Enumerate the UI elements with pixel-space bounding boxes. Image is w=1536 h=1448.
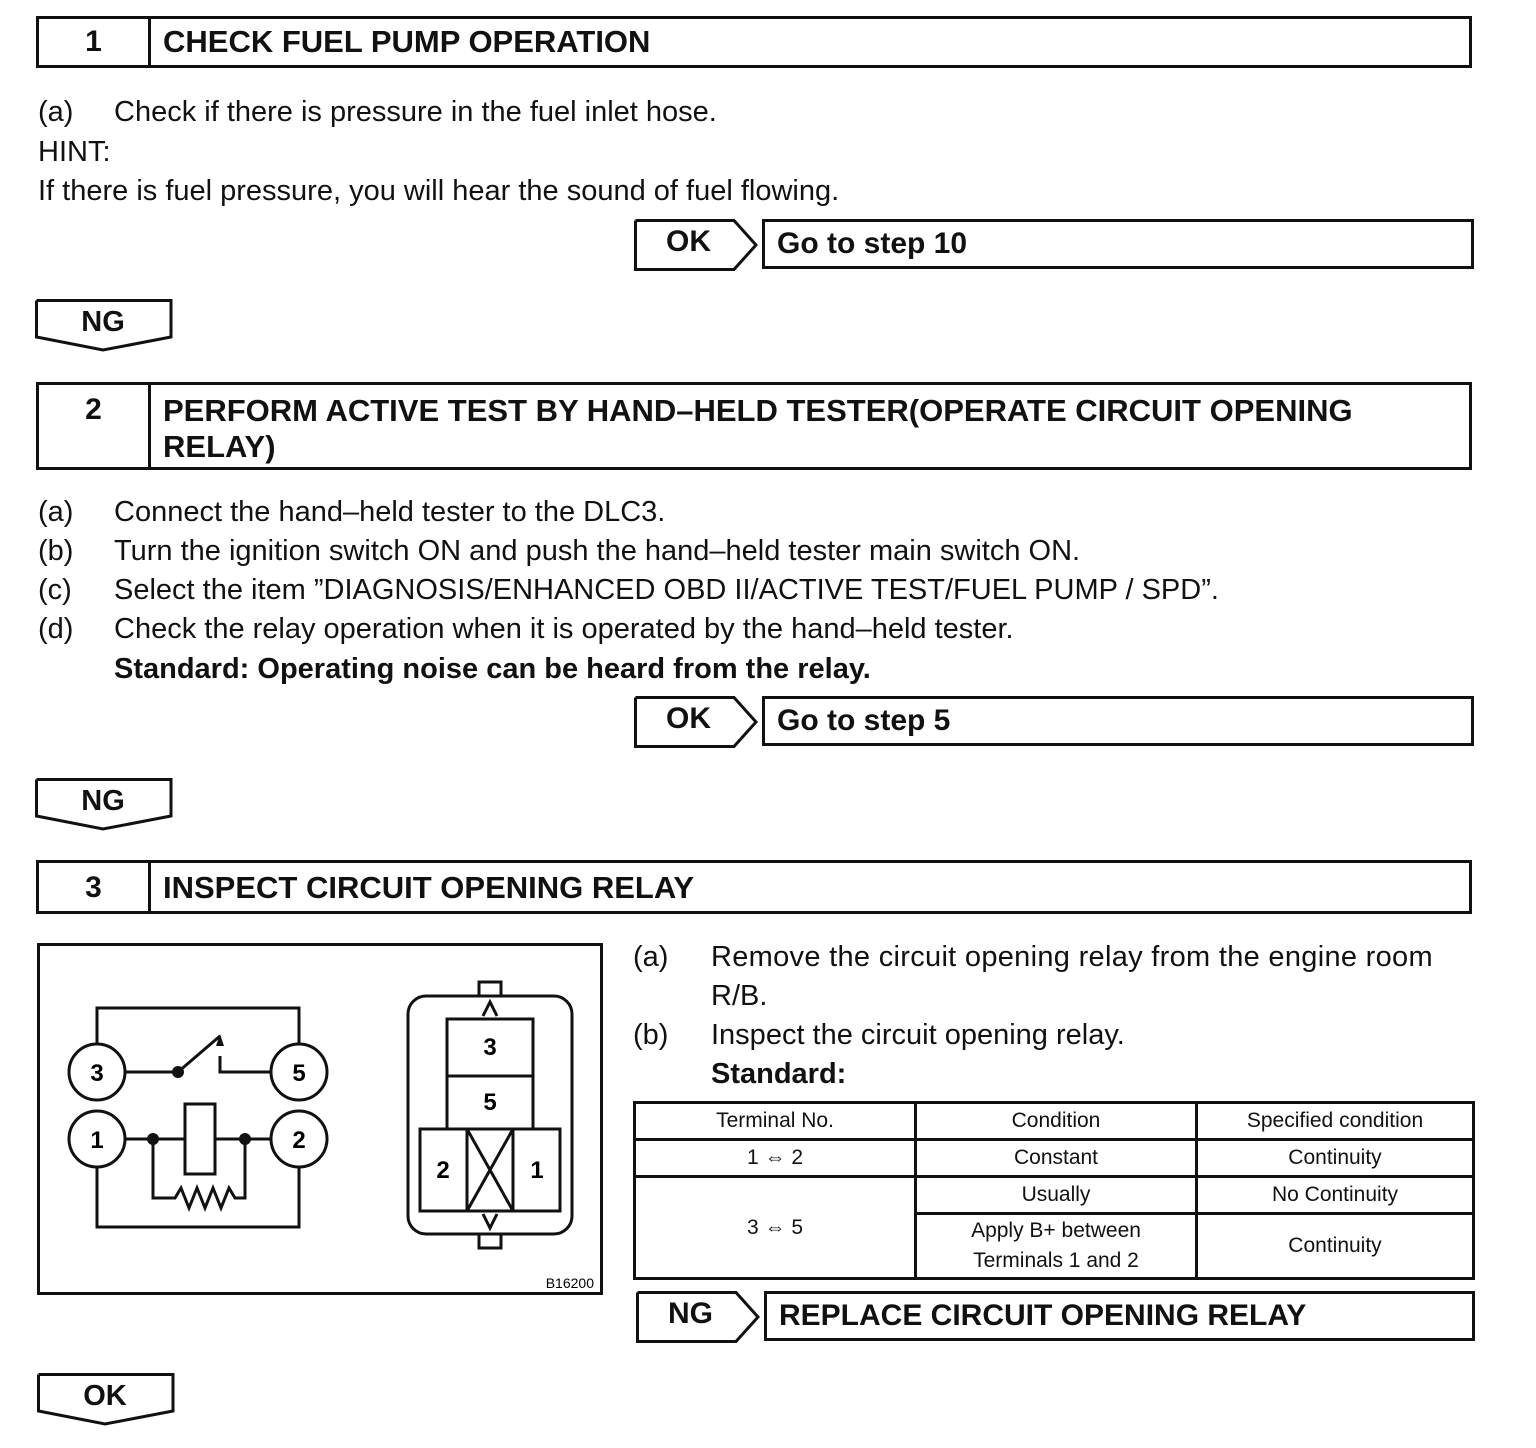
- step-2-ok-target[interactable]: Go to step 5: [762, 696, 1474, 746]
- step-3-header: [36, 860, 1472, 914]
- step-2-title: PERFORM ACTIVE TEST BY HAND–HELD TESTER(OPERATE CIRCUIT OPENING RELAY): [163, 393, 1353, 464]
- step-1-ng-tab[interactable]: [35, 299, 175, 353]
- table-cell-terminal: 3 ⇔ 5: [635, 1177, 916, 1279]
- step-1-hint-text: If there is fuel pressure, you will hear the sound of fuel flowing.: [38, 175, 840, 207]
- table-cell-terminal: 1 ⇔ 2: [635, 1140, 916, 1177]
- relay-diagram-drawing: [40, 946, 600, 1292]
- table-cell-condition: Usually: [916, 1177, 1197, 1214]
- schematic-terminal-5: [271, 1044, 327, 1100]
- step-3-ng-branch[interactable]: [636, 1291, 1476, 1343]
- table-header-specified: Specified condition: [1197, 1103, 1474, 1140]
- connector-terminal-3: 3: [483, 1034, 497, 1061]
- step-2-standard: Standard: Operating noise can be heard from the relay.: [114, 653, 871, 685]
- connector-terminal-2: 2: [436, 1157, 450, 1184]
- table-cell-condition: [916, 1214, 1197, 1279]
- table-row: [635, 1140, 1474, 1177]
- step-3-a-label: (a): [633, 941, 669, 973]
- step-3-ng-target[interactable]: REPLACE CIRCUIT OPENING RELAY: [764, 1291, 1475, 1341]
- step-2-d-label: (d): [38, 613, 74, 645]
- spec-table: [633, 1101, 1475, 1280]
- step-3-b-text: Inspect the circuit opening relay.: [711, 1019, 1125, 1051]
- svg-text:3: 3: [90, 1060, 104, 1087]
- step-3-standard-label: Standard:: [711, 1058, 847, 1090]
- step-1-hint-label: HINT:: [38, 136, 111, 168]
- step-3-ng-label: NG: [668, 1297, 713, 1330]
- step-1-a-label: (a): [38, 96, 74, 128]
- step-2-d-text: Check the relay operation when it is operated by the hand–held tester.: [114, 613, 1014, 645]
- step-2-ok-label: OK: [666, 702, 711, 735]
- step-1-title: CHECK FUEL PUMP OPERATION: [163, 24, 651, 59]
- schematic-terminal-3: [69, 1044, 125, 1100]
- step-1-ng-label: NG: [81, 306, 125, 338]
- step-3-title: INSPECT CIRCUIT OPENING RELAY: [163, 870, 695, 905]
- step-1-ok-branch[interactable]: [634, 219, 1474, 271]
- table-cell-condition: Constant: [916, 1140, 1197, 1177]
- schematic-terminal-2: [271, 1111, 327, 1167]
- schematic-terminal-1: [69, 1111, 125, 1167]
- connector-terminal-1: 1: [530, 1157, 544, 1184]
- svg-text:1: 1: [90, 1127, 104, 1154]
- step-3-ok-tab[interactable]: [37, 1373, 177, 1427]
- svg-text:5: 5: [292, 1060, 306, 1087]
- step-2-a-text: Connect the hand–held tester to the DLC3.: [114, 496, 666, 528]
- svg-text:2: 2: [292, 1127, 306, 1154]
- step-2-c-label: (c): [38, 574, 72, 606]
- step-3-a-text-line1: Remove the circuit opening relay from the engine room: [711, 941, 1433, 973]
- table-header-condition: Condition: [916, 1103, 1197, 1140]
- step-2-ng-tab[interactable]: [35, 778, 175, 832]
- step-2-number: 2: [39, 385, 151, 467]
- step-2-a-label: (a): [38, 496, 74, 528]
- step-2-c-text: Select the item ”DIAGNOSIS/ENHANCED OBD II/ACTIVE TEST/FUEL PUMP / SPD”.: [114, 574, 1219, 606]
- step-1-ok-target[interactable]: Go to step 10: [762, 219, 1474, 269]
- step-2-b-text: Turn the ignition switch ON and push the hand–held tester main switch ON.: [114, 535, 1081, 567]
- table-cell-specified: Continuity: [1197, 1214, 1474, 1279]
- step-2-header: [36, 382, 1472, 470]
- step-2-ok-branch[interactable]: [634, 696, 1474, 748]
- step-1-number: 1: [39, 19, 151, 65]
- table-row: [635, 1177, 1474, 1214]
- step-3-b-label: (b): [633, 1019, 669, 1051]
- step-3-ok-label: OK: [83, 1380, 127, 1412]
- step-3-number: 3: [39, 863, 151, 911]
- step-1-a-text: Check if there is pressure in the fuel inlet hose.: [114, 96, 717, 128]
- step-1-header: [36, 16, 1472, 68]
- step-2-b-label: (b): [38, 535, 74, 567]
- table-cell-condition-text: Apply B+ between Terminals 1 and 2: [971, 1219, 1141, 1272]
- table-cell-specified: Continuity: [1197, 1140, 1474, 1177]
- step-1-ok-label: OK: [666, 225, 711, 258]
- step-3-a-text-line2: R/B.: [711, 980, 768, 1012]
- relay-diagram: [37, 943, 603, 1295]
- table-cell-specified: No Continuity: [1197, 1177, 1474, 1214]
- step-2-ng-label: NG: [81, 785, 125, 817]
- table-header-row: [635, 1103, 1474, 1140]
- connector-terminal-5: 5: [483, 1089, 497, 1116]
- figure-id: B16200: [545, 1275, 594, 1291]
- table-header-terminal: Terminal No.: [635, 1103, 916, 1140]
